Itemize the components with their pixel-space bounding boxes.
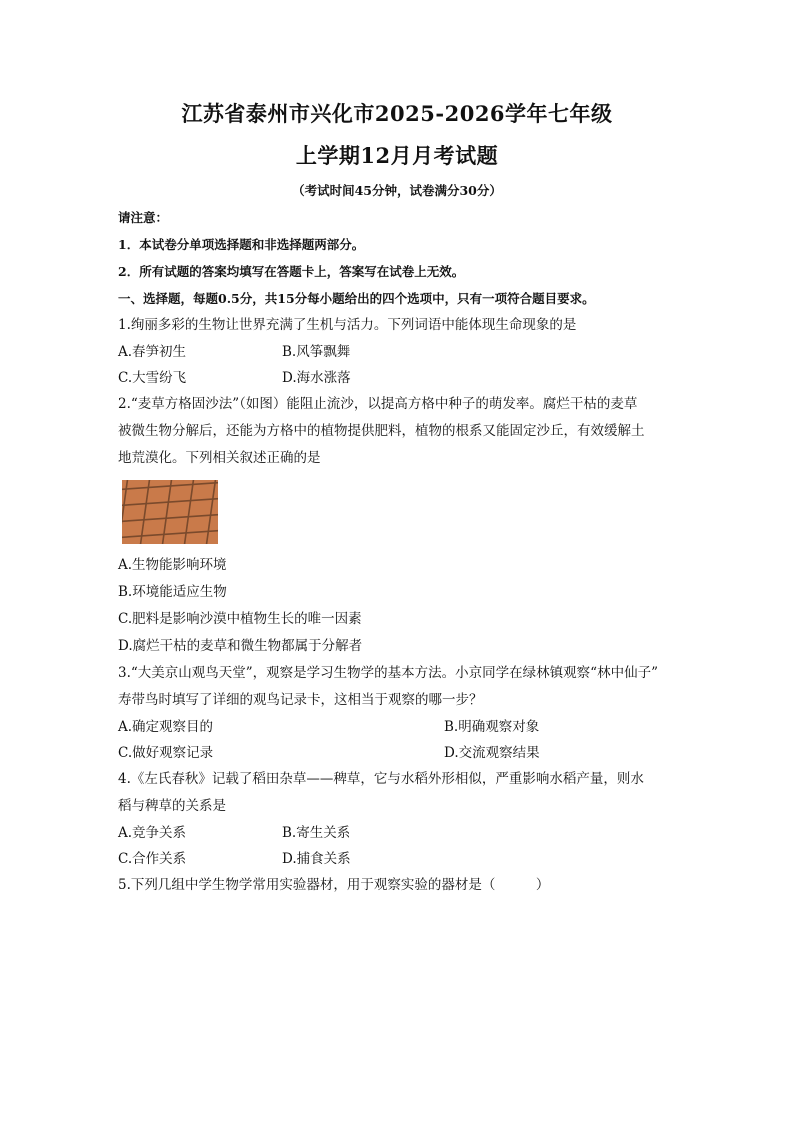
option-c: C.大雪纷飞 [118,370,187,386]
question-2-stem: 2.“麦草方格固沙法”（如图）能阻止流沙，以提高方格中种子的萌发率。腐烂干枯的麦草 [118,396,638,412]
exam-title-line2: 上学期12月月考试题 [295,143,499,168]
notes-heading: 请注意： [118,210,169,225]
option-c: C.合作关系 [118,851,187,867]
question-4-options-row1 [118,820,688,846]
option-a: A.竞争关系 [118,825,187,841]
question-4-stem: 稻与稗草的关系是 [118,798,226,814]
option-a: A.春笋初生 [118,344,187,360]
note-item: 2．所有试题的答案均填写在答题卡上，答案写在试卷上无效。 [118,264,465,279]
question-2-stem: 被微生物分解后，还能为方格中的植物提供肥料，植物的根系又能固定沙丘，有效缓解土 [118,423,645,439]
section-heading: 一、选择题，每题0.5分，共15分每小题给出的四个选项中，只有一项符合题目要求。 [118,291,595,306]
question-3-stem: 3.“大美京山观鸟天堂”，观察是学习生物学的基本方法。小京同学在绿林镇观察“林中仙子” [118,665,658,681]
question-5-stem: 5.下列几组中学生物学常用实验器材，用于观察实验的器材是（ ） [118,877,550,893]
option-d: D.交流观察结果 [444,745,540,761]
option-c: C.肥料是影响沙漠中植物生长的唯一因素 [118,611,362,627]
question-2-stem: 地荒漠化。下列相关叙述正确的是 [118,450,321,466]
exam-title-line1: 江苏省泰州市兴化市2025-2026学年七年级 [181,101,613,126]
option-b: B.环境能适应生物 [118,584,227,600]
option-b: B.风筝飘舞 [282,344,351,360]
question-1-stem: 1.绚丽多彩的生物让世界充满了生机与活力。下列词语中能体现生命现象的是 [118,317,577,333]
option-a: A.确定观察目的 [118,719,214,735]
exam-content [118,204,688,899]
question-4-options-row2 [118,846,688,872]
option-d: D.捕食关系 [282,851,351,867]
exam-subtitle: （考试时间45分钟，试卷满分30分） [292,183,502,198]
note-item: 1．本试卷分单项选择题和非选择题两部分。 [118,237,365,252]
sand-grid-image [122,480,218,544]
option-d: D.腐烂干枯的麦草和微生物都属于分解者 [118,638,363,654]
option-c: C.做好观察记录 [118,745,214,761]
question-4-stem: 4.《左氏春秋》记载了稻田杂草——稗草，它与水稻外形相似，严重影响水稻产量，则水 [118,771,644,787]
option-b: B.寄生关系 [282,825,351,841]
sand-grid-photo [122,480,218,544]
question-3-options-row2 [118,740,688,766]
option-b: B.明确观察对象 [444,719,540,735]
question-1-options-row1 [118,339,688,365]
option-d: D.海水涨落 [282,370,351,386]
question-3-stem: 寿带鸟时填写了详细的观鸟记录卡，这相当于观察的哪一步？ [118,692,483,708]
question-1-options-row2 [118,365,688,391]
option-a: A.生物能影响环境 [118,557,227,573]
question-3-options-row1 [118,714,688,740]
